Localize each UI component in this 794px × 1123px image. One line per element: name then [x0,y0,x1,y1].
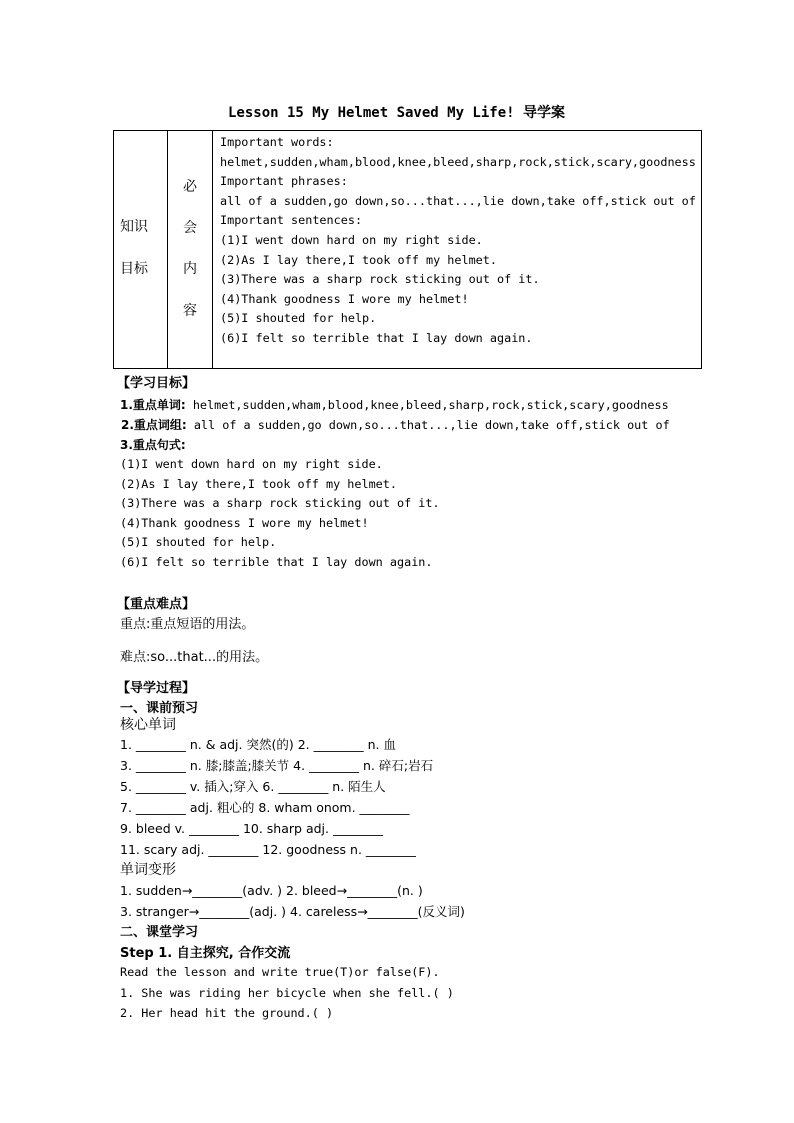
objective-words-text: helmet,sudden,wham,blood,knee,bleed,sharp,rock,stick,scary,goodness [185,398,669,412]
objectives-header: 【学习目标】 [117,376,196,391]
difficulty-header: 【重点难点】 [117,597,196,612]
table-col1-line2: 目标 [120,261,148,277]
vocab-line: 11. scary adj. ________ 12. goodness n. ________ [120,842,416,857]
objective-phrases [121,416,670,433]
vocab-line: 3. ________ n. 膝;膝盖;膝关节 4. ________ n. 碎石;岩石 [120,758,434,773]
step1-heading: Step 1. 自主探究, 合作交流 [120,946,291,961]
vocab-line: 1. ________ n. & adj. 突然(的) 2. ________ n. 血 [120,737,396,752]
objective-phrases-text: all of a sudden,go down,so...that...,lie down,take off,stick out of [186,418,670,432]
process-part1: 一、课前预习 [120,701,199,716]
word-form-line: 1. sudden→________(adv. ) 2. bleed→________(n. ) [120,883,423,898]
table-col2-char3: 内 [183,261,197,277]
question-2: 2. Her head hit the ground.( ) [120,1006,334,1020]
word-form-line: 3. stranger→________(adj. ) 4. careless→________(反义词) [120,904,465,919]
process-part2: 二、课堂学习 [120,925,199,940]
question-1: 1. She was riding her bicycle when she fell.( ) [120,986,454,1000]
vocab-list [120,734,433,860]
word-forms-list [120,880,465,922]
objective-phrases-label: 2.重点词组: [121,418,187,432]
table-line: (6)I felt so terrible that I lay down again. [220,330,533,345]
table-line: (4)Thank goodness I wore my helmet! [220,291,469,306]
table-divider-2 [212,130,213,368]
core-words-heading: 核心单词 [120,717,176,733]
objective-sentences [120,455,440,573]
table-line: (3)There was a sharp rock sticking out of it. [220,272,540,287]
table-line: (1)I went down hard on my right side. [220,232,483,247]
objective-sentences-label: 3.重点句式: [120,438,186,452]
vocab-line: 9. bleed v. ________ 10. sharp adj. ________ [120,821,383,836]
vocab-line: 5. ________ v. 插入;穿入 6. ________ n. 陌生人 [120,779,386,794]
word-forms-heading: 单词变形 [120,862,176,878]
page-title: Lesson 15 My Helmet Saved My Life! 导学案 [228,105,566,121]
table-col2-char1: 必 [183,179,197,195]
process-header: 【导学过程】 [117,681,196,696]
sentence-line: (4)Thank goodness I wore my helmet! [120,515,369,530]
difficulty-hard: 难点:so...that...的用法。 [120,650,269,665]
objective-words-label: 1.重点单词: [120,398,186,412]
table-line: Important phrases: [220,174,348,189]
table-line: Important sentences: [220,213,363,228]
table-divider-1 [167,130,168,368]
objective-words [120,396,669,413]
table-line: Important words: [220,135,334,149]
sentence-line: (6)I felt so terrible that I lay down again. [120,554,433,569]
table-col2-char2: 会 [183,220,197,236]
table-line: helmet,sudden,wham,blood,knee,bleed,sharp,rock,stick,scary,goodness [220,154,696,169]
sentence-line: (2)As I lay there,I took off my helmet. [120,476,397,491]
table-content [220,133,696,349]
table-line: (2)As I lay there,I took off my helmet. [220,252,497,267]
sentence-line: (1)I went down hard on my right side. [120,457,383,471]
table-line: (5)I shouted for help. [220,311,377,326]
sentence-line: (3)There was a sharp rock sticking out of it. [120,496,440,511]
difficulty-key: 重点:重点短语的用法。 [120,617,255,632]
table-line: all of a sudden,go down,so...that...,lie down,take off,stick out of [220,193,696,208]
table-col2-char4: 容 [183,303,197,319]
table-col1-line1: 知识 [120,219,148,235]
vocab-line: 7. ________ adj. 粗心的 8. wham onom. ________ [120,800,410,815]
sentence-line: (5)I shouted for help. [120,535,277,550]
step1-instruction: Read the lesson and write true(T)or false(F). [120,965,440,979]
